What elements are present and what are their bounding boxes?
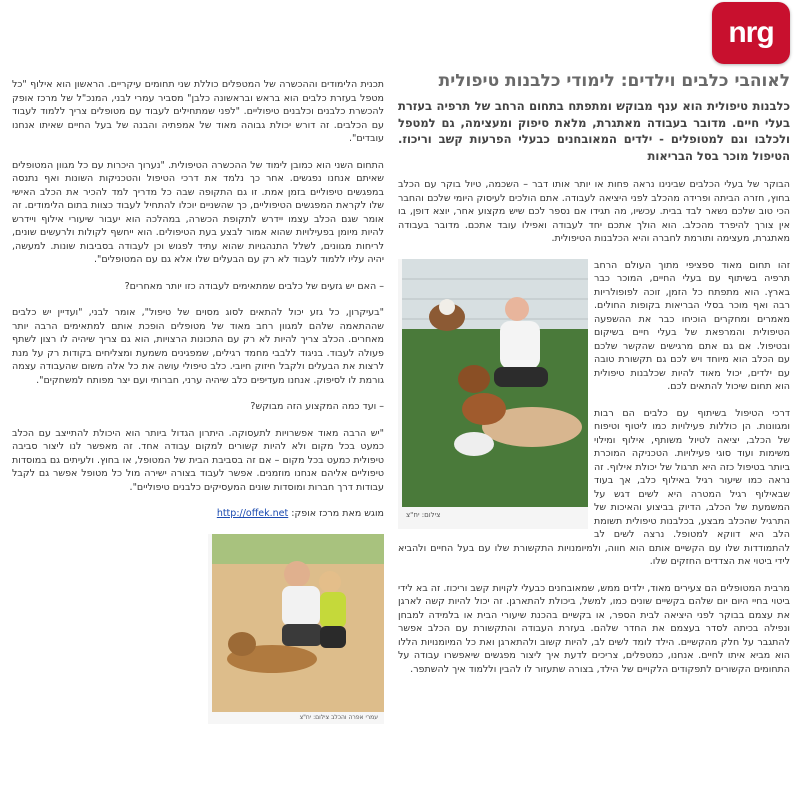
article-right-column [398,70,790,689]
article-paragraph: זהו תחום מאוד ספציפי מתוך העולם הרחב תרפיה בשיתוף עם בעלי החיים, המוכר כבר בארץ. הוא מתפתח כל הזמן, זוכה לפופולריות רבה ואף מוכר בסלי הבריאות בקופות החולים. מאמרים ומחקרים הוכיחו כבר את ההשפעה הטיפולית והמרפאת של בעלי חיים בשיקום ובטיפול. אם גם אתם מרגישים שהקשר שלכם עם הכלב הוא מיוחד ויש לכם גם תקשורת טובה עם ילדים, יכול מאוד להיות שכלבנות טיפולית הוא תחום שיכול להתאים לכם. [594,259,790,392]
article-left-column [12,78,384,724]
offek-link[interactable]: http://offek.net [216,508,289,519]
interview-question: – האם יש גזעים של כלבים שמתאימים לעבודה כזו יותר מאחרים? [124,280,384,292]
trainer-dog-sand-illustration [212,534,384,712]
photo-caption: צילום: יח"צ [406,510,441,519]
article-paragraph: הבוקר של בעלי הכלבים שבינינו נראה פחות או יותר אותו דבר – השכמה, טיול בוקר עם הכלב בחוץ, חזרה הביתה ופרידה מהכלב לפני היציאה לעבודה. אתם הולכים לעיסוק היומי שלכם והחבר הכי טוב שלכם נשאר לבד בבית. עכשיו, מה תגידו אם נספר לכם שיש מקצוע אחר, יוצא דופן, בו אין צורך להיפרד מהכלב. הוא הולך אתכם יחד לעבודה ואפילו עובד אתכם. מדובר בעבודה מאתגרת, מעצימה ותורמת לחברה והיא הכלבנות הטיפולית. [398,179,790,244]
article-lead: כלבנות טיפולית הוא ענף מבוקש ומתפתח בתחום הרחב של תרפיה בעזרת בעלי חיים. מדובר בעבודה מאתגרת, מלאת סיפוק ומעצימה, גם למטפל ולכלבו וגם למטופלים - ילדים המאובחנים כבעלי הפרעות קשב וריכוז. הטיפול מוכר בסל הבריאות [398,99,790,163]
photo-caption: עמרי אפרה והכלב צילום: יח"צ [299,713,378,721]
article-title: לאוהבי כלבים וילדים: לימודי כלבנות טיפולית [438,71,790,91]
interview-question: – ועד כמה המקצוע הזה מבוקש? [250,401,384,412]
trainer-dogs-illustration [402,259,588,507]
nrg-logo[interactable]: nrg [712,2,790,64]
article-paragraph: "יש הרבה מאוד אפשרויות לתעסוקה. היתרון הגדול ביותר הוא היכולת להתייצב עם הכלב כמעט בכל מקום ולא להיות קשורים למקום עבודה אחד. זה מאפשר לנו ליצור סביבה טיפולית כמעט בכל מקום – אם זה בסביבת הבית של המטופל, או בחוץ. ולעיתים גם במוסדות טיפוליים אליהם אנחנו מוזמנים. אפשר לעבוד בצורה ישירה מול כל מטופל אפשר גם לקבל עבודות דרך חברות ומוסדות שונים המעסיקים כלבנים טיפוליים". [12,427,384,493]
article-paragraph: התחום השני הוא כמובן לימוד של ההכשרה הטיפולית. "נערוך היכרות עם כל מגוון המטופלים שאיתם אנחנו נפגשים. אחר כך נלמד את דרכי הטיפול והטכניקות השונות ואף נתנסה במפגשים טיפוליים בזמן אמת. זו גם התקופה שבה כל מדריך למד להכיר את הכלב האישי שלו לקראת המפגשים הטיפוליים, כך שהשניים יוכלו להתחיל לעבוד כצוות בתום הלימודים. זה אומר שגם הכלב עצמו יידרש לתקופת הכשרה, במהלכה הוא יעבור שיעורי אילוף ויידרש להיות מיומן בפעילויות שהוא אמור לבצע בעת הטיפולים. הוא ייחשף לקולות ולרעשים שונים, לריחות מגוונים, לשלל התנהגויות שהוא עתיד לפגוש וכן לעבודה בסביבות שונות. למעשה, יהיה עליו ללמוד לעבוד לא רק עם הבעלים שלו אלא גם עם המטופלים". [12,159,384,265]
article-paragraph: מרבית המטופלים הם צעירים מאוד, ילדים ממש, שמאובחנים כבעלי לקויות קשב וריכוז. זה בא לידי ביטוי בחיי היום יום שלהם בקשיים שונים כמו, למשל, ביכולת להתארגן. זה יכול להיות קשה לארגן את עצמם בבוקר לפני היציאה לבית הספר, או בקשיים בהכנת שיעורי הבית או בלמידה למבחן ונפילה בכיתה לסדר בעצמם את החדר שלהם. בעזרת העבודה והתקשורת עם הכלב אפשר להתגבר על חלק מהקשיים. הילד לומד לשים לב, להיות קשוב ולהתארגן ואת כל המיומנויות הללו הוא מביא איתו לחיים. אנחנו, כמטפלים, צריכים לדעת איך ליצור מפגשים שיאפשרו עבודה על התחומים הקשורים לתפקודים הלקויים של הילד, בצורה שתעזור לו להבין וללמוד איך להשתפר. [398,582,790,675]
trainer-dog-sand-image [212,534,384,712]
sponsor-line [12,507,384,521]
photo-trainer-with-dog-sand [208,534,384,724]
article-paragraph: "בעיקרון, כל גזע יכול להתאים לסוג מסוים של טיפול", אומר לבני, "ועדיין יש כלבים שההתאמה שלהם למגוון רחב מאוד של מטופלים הופכת אותם למתאימים הרבה יותר מאחרים. הכלב צריך להיות לא רק עם התכונות הרצויות, הוא גם צריך שיהיה לו רצון לשתף פעולה לעבוד. בניגוד ללבבי מחמד רגילים, שמפגינים משמעת ומצליחים בקודות רק על מנת לרצות את הבעלים ולקבל חיזוק חיובי. כלב טיפולי עושה את כל אלה משום שהעבודה עצמה גורמת לו לסיפוק. אנחנו מעדיפים כלב שיהיה ערני, חברותי ועם יצר מפותח למשחקים". [12,307,384,386]
article-paragraph: תכנית הלימודים וההכשרה של המטפלים כוללת שני תחומים עיקריים. הראשון הוא אילוף "כל מטפל בעזרת כלבים הוא בראש ובראשונה כלבן" מסביר עמרי לבני, המנכ"ל של מרכז אופק להכשרת כלבנים וכלבנים טיפוליים. "לפני שמתחילים לעבוד עם מטופלים צריך ללמוד לעבוד עם הכלבים. זה דורש יכולת גבוהה מאוד של אמפתיה והבנה של בעל החיים שאיתו אנחנו עובדים". [12,79,384,144]
article-paragraph: דרכי הטיפול בשיתוף עם כלבים הם רבות ומגוונות. הן כוללות פעילויות כמו ליטוף וטיפוח של הכלב, יציאה לטיול משותף, אילוף ומילוי משימות ועוד סוגי פעילויות. הטכניקה המוכרת ביותר בטיפול כזה היא תרגול של יכולת אילוף. זה נראה כמו שיעור רגיל באילוף כלב, אך בעוד שבאילוף רגיל המטרה היא לשים דגש על המשמעת של הכלב, הדיוק בביצוע והאיכות של התרגיל שהכלב מבצע, בכלבנות טיפולית תשומת הלב היא דווקא למטופל. נרצה לשים לב להתמודדות שלו עם הקשיים אותם הוא חווה, ולמיומנויות התקשורת שלו עם בעל החיים ולהביא לידי ביטוי את הצדדים החזקים שלו. [398,407,790,567]
photo-trainer-with-dogs [398,259,588,529]
trainer-dogs-image [402,259,588,507]
sponsor-label: מוגש מאת מרכז אופק: [291,508,384,519]
